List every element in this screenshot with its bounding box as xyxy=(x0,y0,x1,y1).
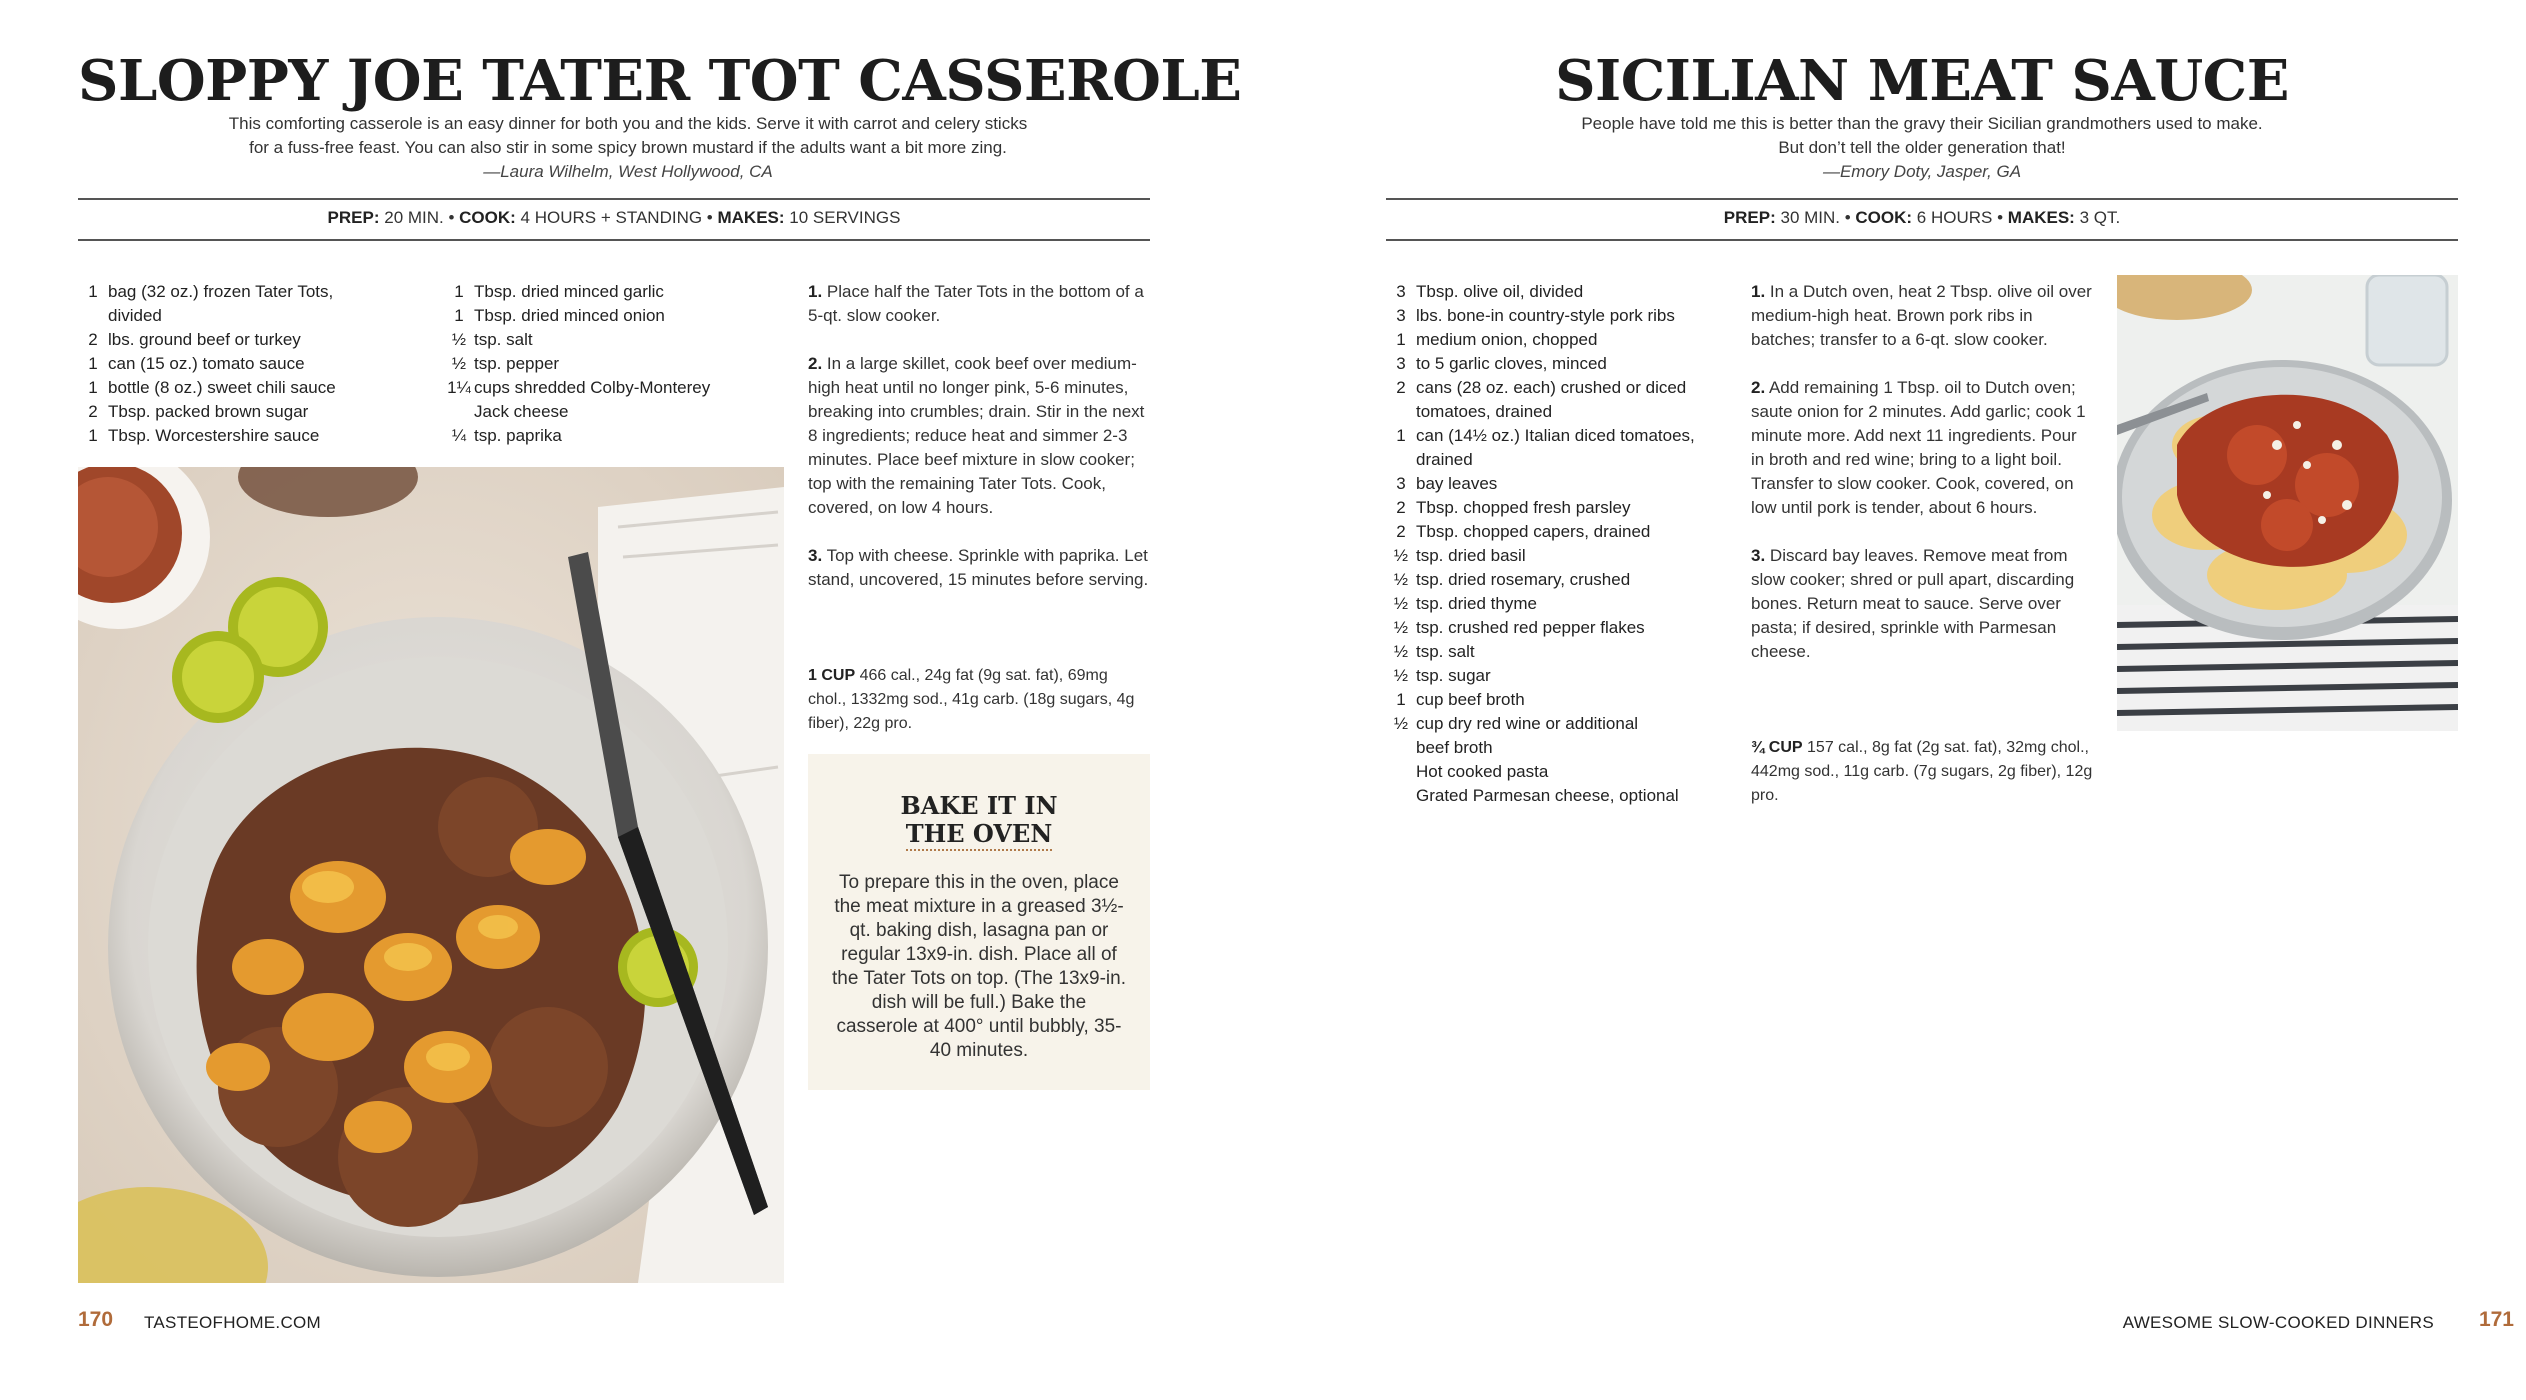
left-bottom-rule xyxy=(78,239,1150,241)
left-ingredients-col-1 xyxy=(78,280,418,448)
ingredient-item xyxy=(1386,568,1726,592)
ingredient-qty: ¼ xyxy=(451,426,467,445)
left-nutrition-text: 466 cal., 24g fat (9g sat. fat), 69mg chol., 1332mg sod., 41g carb. (18g sugars, 4g fiber), 22g pro. xyxy=(808,667,1135,732)
ingredient-item xyxy=(1386,280,1726,304)
step-number: 1. xyxy=(808,282,823,301)
direction-step xyxy=(808,280,1150,328)
step-text: In a large skillet, cook beef over medium-high heat until no longer pink, 5-6 minutes, breaking into crumbles; drain. Stir in the next 8 ingredients; reduce heat and simmer 2-3 minutes. Place beef mixture in slow cooker; top with the remaining Tater Tots. Cook, covered, on low 4 hours. xyxy=(808,354,1145,517)
ingredient-qty: 1 xyxy=(454,306,464,325)
ingredient-item-continued xyxy=(78,304,418,328)
ingredient-qty: 1 xyxy=(1396,426,1406,445)
ingredient-text: divided xyxy=(108,306,162,325)
step-number: 2. xyxy=(808,354,823,373)
left-recipe-title: SLOPPY JOE TATER TOT CASSEROLE xyxy=(78,48,1242,114)
left-top-rule xyxy=(78,198,1150,200)
ingredient-text: Tbsp. dried minced garlic xyxy=(474,282,664,301)
ingredient-text: drained xyxy=(1416,450,1473,469)
ingredient-item xyxy=(1386,688,1726,712)
left-ingredients-col-2 xyxy=(444,280,784,448)
ingredient-qty: ½ xyxy=(1393,546,1409,565)
tip-body: To prepare this in the oven, place the meat mixture in a greased 3½-qt. baking dish, lasagna pan or regular 13x9-in. dish. Place all of the Tater Tots on top. (The 13x9-in. dish will be full.) Bake the casserole at 400° until bubbly, 35-40 minutes. xyxy=(832,872,1126,1061)
ingredient-item-continued xyxy=(444,400,784,424)
ingredient-qty: 2 xyxy=(1396,498,1406,517)
ingredient-text: bottle (8 oz.) sweet chili sauce xyxy=(108,378,336,397)
casserole-photo xyxy=(78,467,784,1283)
step-number: 1. xyxy=(1751,282,1766,301)
ingredient-text: beef broth xyxy=(1416,738,1493,757)
ingredient-text: bay leaves xyxy=(1416,474,1498,493)
ingredient-qty: 2 xyxy=(88,402,98,421)
right-nutrition-label: ¾ CUP xyxy=(1751,739,1803,756)
right-prep-label: PREP: xyxy=(1723,208,1776,227)
ingredient-qty: ½ xyxy=(451,354,467,373)
right-intro-author: —Emory Doty, Jasper, GA xyxy=(1822,162,2022,181)
left-makes-value: 10 SERVINGS xyxy=(784,208,901,227)
ingredient-qty: 2 xyxy=(88,330,98,349)
ingredient-qty: ½ xyxy=(451,330,467,349)
left-nutrition xyxy=(808,664,1150,736)
right-nutrition xyxy=(1751,736,2093,808)
left-nutrition-label: 1 CUP xyxy=(808,667,856,684)
right-ingredients xyxy=(1386,280,1726,808)
direction-step xyxy=(808,352,1150,520)
ingredient-item xyxy=(1386,424,1726,448)
right-nutrition-text: 157 cal., 8g fat (2g sat. fat), 32mg chol., 442mg sod., 11g carb. (7g sugars, 2g fiber), 12g pro. xyxy=(1751,739,2093,804)
ingredient-text: tsp. dried basil xyxy=(1416,546,1526,565)
ingredient-qty: ½ xyxy=(1393,714,1409,733)
meat-sauce-photo xyxy=(2117,275,2458,731)
ingredient-item xyxy=(78,424,418,448)
step-text: In a Dutch oven, heat 2 Tbsp. olive oil over medium-high heat. Brown pork ribs in batches; transfer to a 6-qt. slow cooker. xyxy=(1751,282,2092,349)
ingredient-item xyxy=(444,280,784,304)
tip-title-line-1: BAKE IT IN xyxy=(900,791,1058,820)
ingredient-text: cups shredded Colby-Monterey xyxy=(474,378,711,397)
direction-step xyxy=(808,544,1150,592)
left-makes-label: MAKES: xyxy=(717,208,785,227)
step-number: 3. xyxy=(808,546,823,565)
ingredient-qty xyxy=(1386,760,1416,784)
right-recipe-meta xyxy=(1386,208,2458,228)
ingredient-qty: 1 xyxy=(88,354,98,373)
ingredient-text: tsp. salt xyxy=(1416,642,1475,661)
ingredient-text: Jack cheese xyxy=(474,402,569,421)
ingredient-item xyxy=(444,424,784,448)
step-number: 2. xyxy=(1751,378,1766,397)
ingredient-text: tsp. pepper xyxy=(474,354,560,373)
ingredient-qty: 1 xyxy=(88,378,98,397)
ingredient-qty: 3 xyxy=(1396,282,1406,301)
ingredient-text: lbs. ground beef or turkey xyxy=(108,330,301,349)
ingredient-text: cup dry red wine or additional xyxy=(1416,714,1639,733)
ingredient-qty: 3 xyxy=(1396,306,1406,325)
ingredient-text: Hot cooked pasta xyxy=(1416,762,1549,781)
left-directions xyxy=(808,280,1150,616)
ingredient-text: tsp. crushed red pepper flakes xyxy=(1416,618,1645,637)
ingredient-text: Tbsp. chopped capers, drained xyxy=(1416,522,1651,541)
ingredient-item xyxy=(1386,544,1726,568)
direction-step xyxy=(1751,376,2093,520)
ingredient-text: tsp. dried rosemary, crushed xyxy=(1416,570,1631,589)
step-text: Place half the Tater Tots in the bottom of a 5-qt. slow cooker. xyxy=(808,282,1144,325)
ingredient-text: to 5 garlic cloves, minced xyxy=(1416,354,1607,373)
ingredient-item xyxy=(444,376,784,400)
ingredient-qty: 2 xyxy=(1396,378,1406,397)
ingredient-item xyxy=(1386,616,1726,640)
step-number: 3. xyxy=(1751,546,1766,565)
ingredient-text: Tbsp. Worcestershire sauce xyxy=(108,426,320,445)
ingredient-qty: ½ xyxy=(1393,642,1409,661)
ingredient-item xyxy=(444,304,784,328)
ingredient-qty xyxy=(1386,736,1416,760)
ingredient-text: can (15 oz.) tomato sauce xyxy=(108,354,305,373)
direction-step xyxy=(1751,280,2093,352)
ingredient-qty: 1 xyxy=(88,426,98,445)
ingredient-text: cup beef broth xyxy=(1416,690,1525,709)
right-folio: AWESOME SLOW-COOKED DINNERS xyxy=(2122,1313,2434,1332)
left-intro-line-1: This comforting casserole is an easy dinner for both you and the kids. Serve it with carrot and celery sticks xyxy=(228,114,1028,133)
ingredient-item xyxy=(1386,352,1726,376)
right-cook-value: 6 HOURS • xyxy=(1912,208,2008,227)
ingredient-item xyxy=(1386,376,1726,400)
right-page-number: 171 xyxy=(2478,1308,2514,1331)
ingredient-qty: 1 xyxy=(1396,690,1406,709)
bake-it-in-the-oven-box xyxy=(808,754,1150,1090)
ingredient-qty: 1 xyxy=(88,282,98,301)
ingredient-item-continued xyxy=(1386,736,1726,760)
ingredient-item xyxy=(1386,520,1726,544)
ingredient-item xyxy=(1386,328,1726,352)
right-directions xyxy=(1751,280,2093,688)
ingredient-item xyxy=(1386,640,1726,664)
ingredient-qty xyxy=(1386,448,1416,472)
left-intro-author: —Laura Wilhelm, West Hollywood, CA xyxy=(483,162,773,181)
ingredient-text: can (14½ oz.) Italian diced tomatoes, xyxy=(1416,426,1695,445)
ingredient-item xyxy=(1386,496,1726,520)
step-text: Discard bay leaves. Remove meat from slow cooker; shred or pull apart, discarding bones. Return meat to sauce. Serve over pasta; if desired, sprinkle with Parmesan cheese. xyxy=(1751,546,2075,661)
ingredient-text: Tbsp. dried minced onion xyxy=(474,306,665,325)
ingredient-qty: ½ xyxy=(1393,594,1409,613)
left-page-number: 170 xyxy=(78,1308,114,1331)
left-folio: TASTEOFHOME.COM xyxy=(144,1313,322,1332)
ingredient-text: tsp. sugar xyxy=(1416,666,1491,685)
ingredient-text: tomatoes, drained xyxy=(1416,402,1553,421)
left-recipe-meta xyxy=(78,208,1150,228)
left-recipe-intro xyxy=(78,112,1178,184)
step-text: Top with cheese. Sprinkle with paprika. Let stand, uncovered, 15 minutes before serving. xyxy=(808,546,1149,589)
right-makes-value: 3 QT. xyxy=(2074,208,2121,227)
ingredient-text: Tbsp. chopped fresh parsley xyxy=(1416,498,1631,517)
tip-title-line-2: THE OVEN xyxy=(906,820,1053,851)
ingredient-item xyxy=(78,376,418,400)
ingredient-qty: 3 xyxy=(1396,354,1406,373)
right-intro-line-2: But don’t tell the older generation that! xyxy=(1778,138,2066,157)
right-prep-value: 30 MIN. • xyxy=(1775,208,1856,227)
ingredient-text: tsp. paprika xyxy=(474,426,562,445)
ingredient-item xyxy=(444,352,784,376)
ingredient-qty xyxy=(444,400,474,424)
ingredient-text: Tbsp. olive oil, divided xyxy=(1416,282,1584,301)
ingredient-qty: 1 xyxy=(1396,330,1406,349)
ingredient-qty: 2 xyxy=(1396,522,1406,541)
ingredient-qty xyxy=(78,304,108,328)
ingredient-item xyxy=(1386,712,1726,736)
ingredient-qty: 1¼ xyxy=(447,378,471,397)
ingredient-qty: ½ xyxy=(1393,570,1409,589)
ingredient-item xyxy=(1386,664,1726,688)
ingredient-qty: ½ xyxy=(1393,666,1409,685)
ingredient-item xyxy=(1386,592,1726,616)
right-recipe-title: SICILIAN MEAT SAUCE xyxy=(1555,48,2289,114)
ingredient-item xyxy=(78,328,418,352)
left-prep-value: 20 MIN. • xyxy=(379,208,460,227)
ingredient-qty xyxy=(1386,784,1416,808)
ingredient-item-continued xyxy=(1386,448,1726,472)
ingredient-qty: 1 xyxy=(454,282,464,301)
ingredient-text: tsp. dried thyme xyxy=(1416,594,1537,613)
ingredient-item xyxy=(1386,472,1726,496)
ingredient-item xyxy=(1386,760,1726,784)
left-cook-label: COOK: xyxy=(459,208,516,227)
ingredient-text: tsp. salt xyxy=(474,330,533,349)
ingredient-item xyxy=(1386,784,1726,808)
right-intro-line-1: People have told me this is better than the gravy their Sicilian grandmothers used to make. xyxy=(1581,114,2263,133)
right-makes-label: MAKES: xyxy=(2007,208,2075,227)
direction-step xyxy=(1751,544,2093,664)
ingredient-item xyxy=(444,328,784,352)
left-cook-value: 4 HOURS + STANDING • xyxy=(515,208,718,227)
ingredient-item xyxy=(78,280,418,304)
ingredient-text: lbs. bone-in country-style pork ribs xyxy=(1416,306,1675,325)
right-bottom-rule xyxy=(1386,239,2458,241)
right-recipe-intro xyxy=(1386,112,2458,184)
ingredient-text: medium onion, chopped xyxy=(1416,330,1598,349)
ingredient-item xyxy=(78,400,418,424)
right-top-rule xyxy=(1386,198,2458,200)
ingredient-item xyxy=(78,352,418,376)
left-intro-line-2: for a fuss-free feast. You can also stir in some spicy brown mustard if the adults want a bit more zing. xyxy=(249,138,1007,157)
ingredient-text: cans (28 oz. each) crushed or diced xyxy=(1416,378,1687,397)
ingredient-text: Grated Parmesan cheese, optional xyxy=(1416,786,1679,805)
right-cook-label: COOK: xyxy=(1855,208,1913,227)
ingredient-item xyxy=(1386,304,1726,328)
ingredient-text: Tbsp. packed brown sugar xyxy=(108,402,309,421)
ingredient-item-continued xyxy=(1386,400,1726,424)
ingredient-qty: ½ xyxy=(1393,618,1409,637)
step-text: Add remaining 1 Tbsp. oil to Dutch oven; saute onion for 2 minutes. Add garlic; cook 1 minute more. Add next 11 ingredients. Pour in broth and red wine; bring to a light boil. Transfer to slow cooker. Cook, covered, on low until pork is tender, about 6 hours. xyxy=(1751,378,2086,517)
left-prep-label: PREP: xyxy=(327,208,380,227)
ingredient-qty: 3 xyxy=(1396,474,1406,493)
ingredient-qty xyxy=(1386,400,1416,424)
ingredient-text: bag (32 oz.) frozen Tater Tots, xyxy=(108,282,334,301)
